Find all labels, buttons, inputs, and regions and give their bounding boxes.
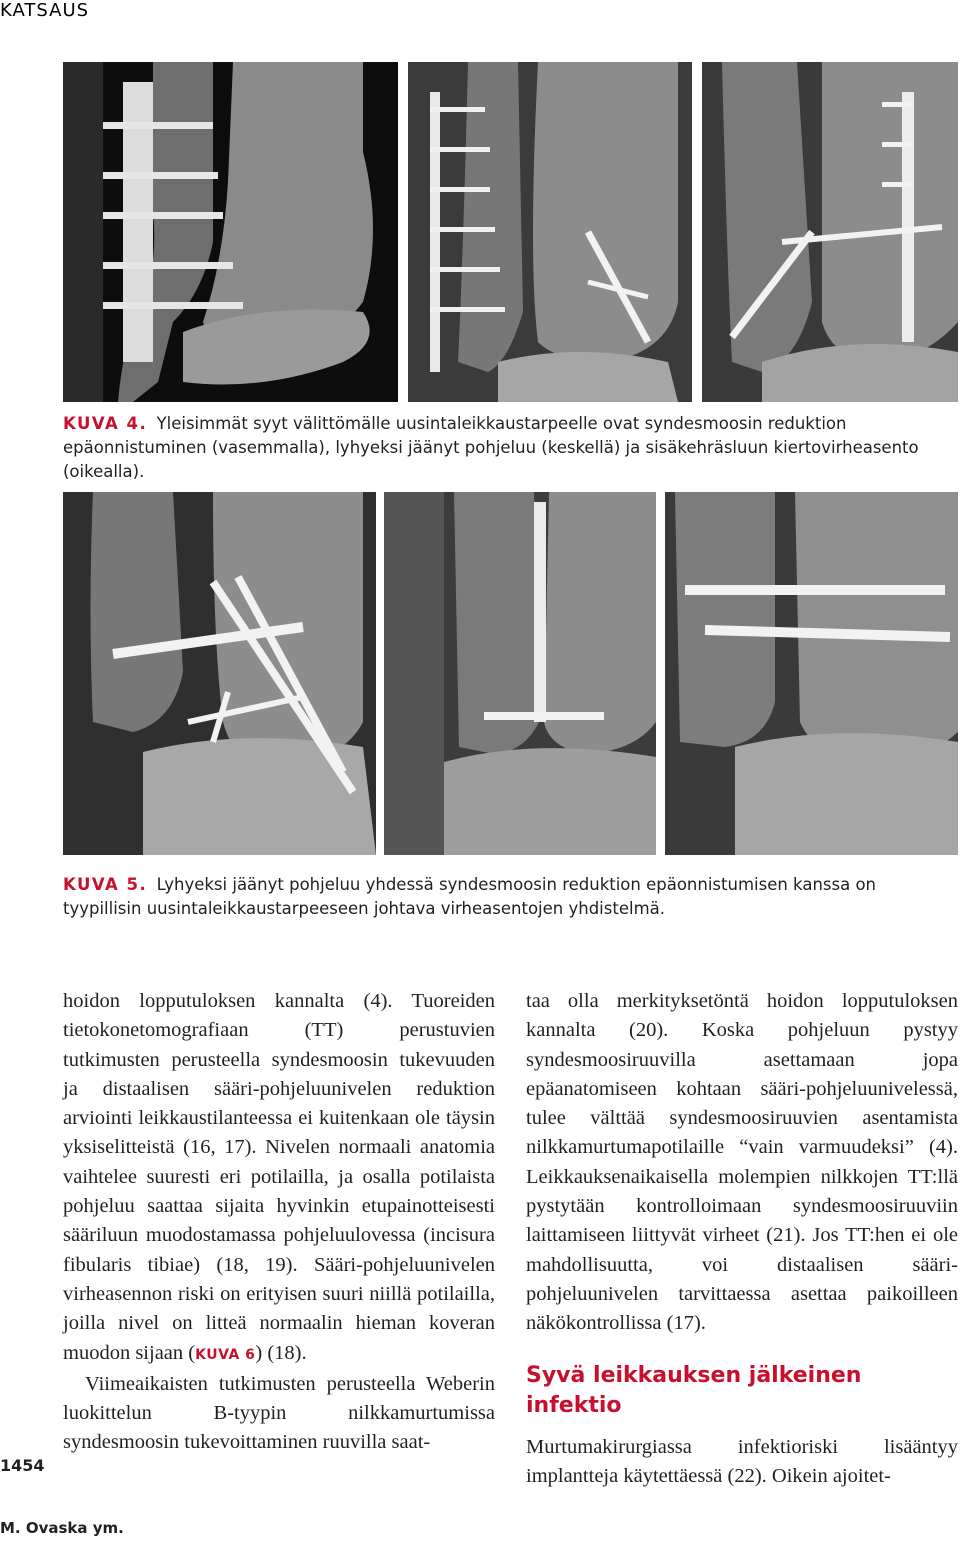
body-column-right bbox=[526, 987, 958, 1491]
body-column-left bbox=[63, 987, 495, 1458]
body-left-paragraph-1: hoidon lopputuloksen kannalta (4). Tuoreiden tietokonetomografiaan (TT) perustuvien tutkimusten perusteella syndesmoosin tukevuuden ja distaalisen sääri-pohjeluunivelen reduktion arviointi leikkaustilanteessa ei kuitenkaan ole täysin yksiselitteistä (16, 17). Nivelen normaali anatomia vaihtelee suuresti eri potilailla, ja osalla potilaista pohjeluu saattaa sijaita hyvinkin etupainotteisesti sääriluun muodostamassa pohjeluulovessa (incisura fibularis tibiae) (18, 19). Sääri-pohjeluunivelen virheasennon riski on erityisen suuri niillä potilailla, joilla nivel on litteä normaalin hieman koveran muodon sijaan (KUVA 6) (18). bbox=[63, 990, 495, 1364]
figure4-caption bbox=[63, 412, 958, 484]
figure5-caption bbox=[63, 873, 958, 921]
figure4-caption-text: Yleisimmät syyt välittömälle uusintaleikkaustarpeelle ovat syndesmoosin reduktion epäonnistuminen (vasemmalla), lyhyeksi jäänyt pohjeluu (keskellä) ja sisäkehräsluun kiertovirheasento (oikealla). bbox=[63, 414, 919, 481]
xray-image-combined-malposition-3 bbox=[665, 492, 958, 855]
xray-image-combined-malposition-1 bbox=[63, 492, 376, 855]
xray-image-short-fibula bbox=[408, 62, 692, 402]
figure5-caption-text: Lyhyeksi jäänyt pohjeluu yhdessä syndesmoosin reduktion epäonnistumisen kanssa on tyypillisin uusintaleikkaustarpeeseen johtava virheasentojen yhdistelmä. bbox=[63, 875, 876, 918]
xray-image-medial-malleolus-malrotation bbox=[702, 62, 958, 402]
figure5-label: KUVA 5. bbox=[63, 875, 148, 894]
body-left-paragraph-2: Viimeaikaisten tutkimusten perusteella Weberin luokittelun B-tyypin nilkkamurtumissa syndesmoosin tukevoittaminen ruuvilla saat- bbox=[63, 1372, 495, 1454]
xray-image-ct-syndesmosis bbox=[63, 62, 398, 402]
figure4-label: KUVA 4. bbox=[63, 414, 148, 433]
section-label: KATSAUS bbox=[0, 0, 90, 21]
page-number: 1454 bbox=[0, 1456, 45, 1475]
body-right-paragraph-2: Murtumakirurgiassa infektioriski lisääntyy implantteja käytettäessä (22). Oikein ajoitet- bbox=[526, 1435, 958, 1487]
section-heading-infection: Syvä leikkauksen jälkeinen infektio bbox=[526, 1362, 862, 1418]
author-footer: M. Ovaska ym. bbox=[0, 1519, 124, 1537]
xray-image-combined-malposition-2 bbox=[384, 492, 656, 855]
body-right-paragraph-1: taa olla merkityksetöntä hoidon lopputuloksen kannalta (20). Koska pohjeluun pystyy syndesmoosiruuvilla asettamaan jopa epäanatomiseen kohtaan sääri-pohjeluunivelessä, tulee välttää syndesmoosiruuvien asentamista nilkkamurtumapotilaille “vain varmuudeksi” (4). Leikkauksenaikaisella molempien nilkkojen TT:llä pystytään kontrolloimaan syndesmoosiruuviin laittamiseen liittyvät virheet (21). Jos TT:hen ei ole mahdollisuutta, voi distaalisen sääri-pohjeluunivelen tarvittaessa asettaa paikoilleen näkökontrollissa (17). bbox=[526, 990, 958, 1335]
figure6-reference: KUVA 6 bbox=[195, 1346, 256, 1363]
